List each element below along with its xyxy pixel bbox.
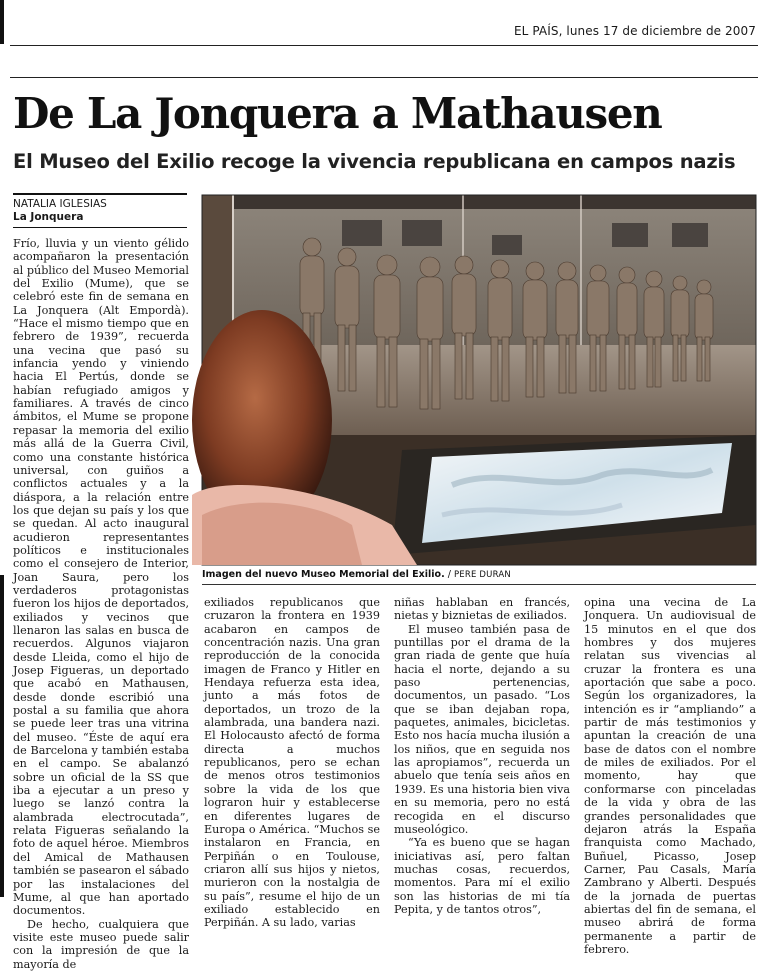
photo-caption bbox=[202, 569, 756, 580]
header-rule bbox=[10, 45, 758, 46]
page-frame-edge bbox=[0, 0, 4, 44]
headline: De La Jonquera a Mathausen bbox=[13, 89, 662, 138]
caption-separator: / bbox=[444, 569, 454, 580]
article-column-2 bbox=[204, 596, 380, 930]
body-paragraph: Frío, lluvia y un viento gélido acompañaron la presentación al público del Museo Memorial del Exilio (Mume), que se celebró este fin de semana en La Jonquera (Alt Empordà). “Hace el mismo tiempo que en febrero de 1939”, recuerda una vecina que pasó su infancia yendo y viniendo hacia El Pertús, donde se habían refugiado amigos y familiares. A través de cinco ámbitos, el Mume se propone repasar la memoria del exilio más allá de la Guerra Civil, como una constante histórica universal, con guiños a conflictos actuales y a la diáspora, a la relación entre los que dejan su país y los que se quedan. Al acto inaugural acudieron representantes políticos e institucionales como el consejero de Interior, Joan Saura, pero los verdaderos protagonistas fueron los hijos de deportados, exiliados y vecinos que llenaron las salas en busca de recuerdos. Algunos viajaron desde Lleida, como el hijo de Josep Figueras, un deportado que acabó en Mathausen, desde donde escribió una postal a su familia que ahora se puede leer tras una vitrina del museo. “Éste de aquí era de Barcelona y también estaba en el campo. Se abalanzó sobre un oficial de la SS que iba a ejecutar a un preso y luego se lanzó contra la alambrada electrocutada”, relata Figueras señalando la foto de aquel héroe. Miembros del Amical de Mathausen también se pasearon el sábado por las instalaciones del Mume, al que han aportado documentos. bbox=[13, 237, 189, 918]
article-column-1 bbox=[13, 237, 189, 971]
article-photo bbox=[202, 195, 756, 565]
masthead bbox=[514, 24, 756, 38]
subheadline: El Museo del Exilio recoge la vivencia republicana en campos nazis bbox=[13, 150, 736, 173]
byline bbox=[13, 193, 187, 228]
body-paragraph: opina una vecina de La Jonquera. Un audiovisual de 15 minutos en el que dos hombres y dos mujeres relatan sus vivencias al cruzar la frontera es una aportación que sabe a poco. Según los organizadores, la intención es ir “ampliando” a partir de más testimonios y apuntan la creación de una base de datos con el nombre de miles de exiliados. Por el momento, hay que conformarse con pinceladas de la vida y obra de las grandes personalidades que dejaron atrás la España franquista como Machado, Buñuel, Picasso, Josep Carner, Pau Casals, María Zambrano y Alberti. Después de la jornada de puertas abiertas del fin de semana, el museo abrirá de forma permanente a partir de febrero. bbox=[584, 596, 756, 956]
museum-exhibit-photo bbox=[202, 195, 756, 565]
body-paragraph: “Ya es bueno que se hagan iniciativas así, pero faltan muchas cosas, recuerdos, momentos. Para mí el exilio son las historias de mi tía Pepita, y de tantos otros”, bbox=[394, 836, 570, 916]
dateline-location: La Jonquera bbox=[13, 211, 84, 223]
body-paragraph: niñas hablaban en francés, nietas y biznietas de exiliados. bbox=[394, 596, 570, 623]
body-paragraph: exiliados republicanos que cruzaron la frontera en 1939 acabaron en campos de concentración nazis. Una gran reproducción de la conocida imagen de Franco y Hitler en Hendaya refuerza esta idea, junto a más fotos de deportados, un trozo de la alambrada, una bandera nazi. El Holocausto afectó de forma directa a muchos republicanos, pero se echan de menos otros testimonios sobre la vida de los que lograron huir y establecerse en diferentes lugares de Europa o América. “Muchos se instalaron en Francia, en Perpiñán o en Toulouse, criaron allí sus hijos y nietos, murieron con la nostalgia de su país”, resume el hijo de un exiliado establecido en Perpiñán. A su lado, varias bbox=[204, 596, 380, 930]
photo-credit: PERE DURAN bbox=[453, 570, 511, 580]
newspaper-name: EL PAÍS bbox=[513, 24, 559, 38]
body-paragraph: El museo también pasa de puntillas por el drama de la gran riada de gente que huía hacia el norte, dejando a su paso pertenencias, documentos, un pasado. “Los que se iban dejaban ropa, paquetes, animales, bicicletas. Esto nos hacía mucha ilusión a los niños, que en seguida nos las apropiamos”, recuerda un abuelo que tenía seis años en 1939. Es una historia bien viva en su memoria, pero no está recogida en el discurso museológico. bbox=[394, 622, 570, 836]
caption-text: Imagen del nuevo Museo Memorial del Exilio. bbox=[202, 569, 445, 580]
section-rule bbox=[10, 77, 758, 78]
page-frame-edge bbox=[0, 575, 4, 897]
article-column-4 bbox=[584, 596, 756, 956]
author-name: NATALIA IGLESIAS bbox=[13, 198, 107, 210]
issue-date: , lunes 17 de diciembre de 2007 bbox=[558, 24, 756, 38]
body-paragraph: De hecho, cualquiera que visite este museo puede salir con la impresión de que la mayoría de bbox=[13, 917, 189, 971]
article-column-3 bbox=[394, 596, 570, 916]
caption-rule bbox=[202, 584, 756, 585]
